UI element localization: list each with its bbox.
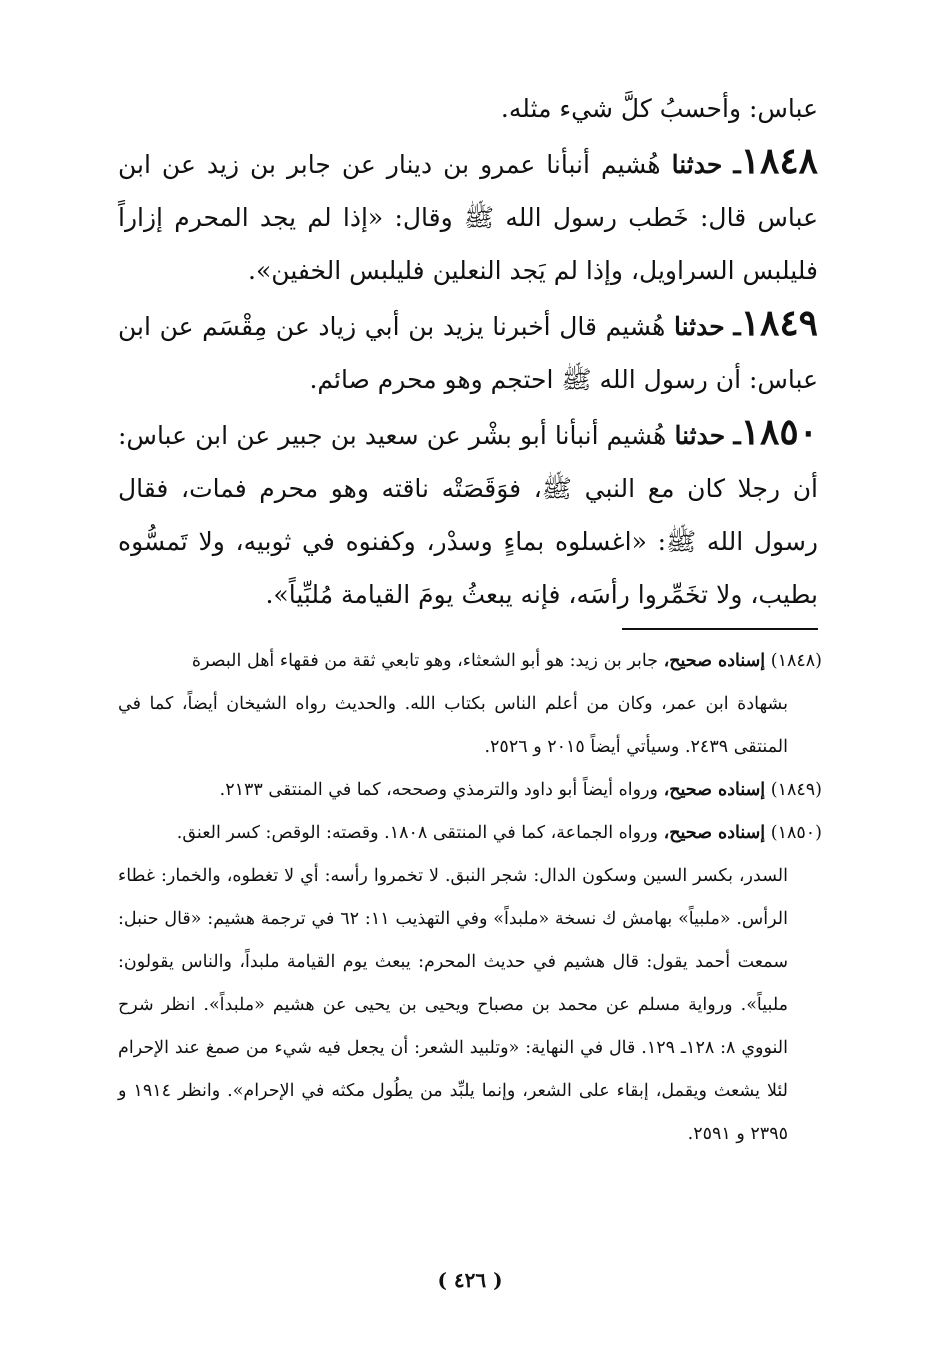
- hadith-1848: [118, 135, 818, 297]
- footnote-first-line: [118, 640, 822, 683]
- footnote-grading: إسناده صحيح،: [663, 780, 766, 800]
- footnote-continuation: السدر، بكسر السين وسكون الدال: شجر النبق. لا تخمروا رأسه: أي لا تغطوه، والخمار: غطاء الرأس. «ملبياً» بهامش ك نسخة «ملبداً» وفي التهذيب ١١: ٦٢ في ترجمة هشيم: «قال حنبل: سمعت أحمد يقول: قال هشيم في حديث المحرم: يبعث يوم القيامة ملبداً، والناس يقولون: ملبياً». ورواية مسلم عن محمد بن مصباح ويحيى بن يحيى عن هشيم «ملبداً». انظر شرح النووي ٨: ١٢٨ـ ١٢٩. قال في النهاية: «وتلبيد الشعر: أن يجعل فيه شيء من صمغ عند الإحرام لئلا يشعث ويقمل، إبقاء على الشعر، وإنما يلبِّد من يطُول مكثه في الإحرام». وانظر ١٩١٤ و ٢٣٩٥ و ٢٥٩١.: [118, 866, 789, 1144]
- footnote-grading: إسناده صحيح،: [663, 823, 766, 843]
- intro-line: عباس: وأحسبُ كلَّ شيء مثله.: [500, 94, 818, 123]
- hadith-1849: [118, 297, 818, 406]
- haddathana-word: حدثنا: [671, 150, 723, 179]
- footnote-1850: [118, 812, 822, 1156]
- footnote-number: (١٨٥٠): [770, 823, 822, 843]
- footnote-first-line: [118, 769, 822, 812]
- hadith-dash: ـ: [733, 421, 741, 450]
- haddathana-word: حدثنا: [673, 312, 725, 341]
- hadith-text: هُشيم أنبأنا عمرو بن دينار عن جابر بن زيد عن ابن عباس قال: خَطب رسول الله ﷺ وقال: «إذا لم يجد المحرم إزاراً فليلبس السراويل، وإذا لم يَجد النعلين فليلبس الخفين».: [118, 150, 818, 285]
- hadith-text: هُشيم قال أخبرنا يزيد بن أبي زياد عن مِقْسَم عن ابن عباس: أن رسول الله ﷺ احتجم وهو محرم صائم.: [118, 312, 818, 394]
- hadith-text: هُشيم أنبأنا أبو بشْر عن سعيد بن جبير عن ابن عباس: أن رجلا كان مع النبي ﷺ، فوَقَصَتْه ناقته وهو محرم فمات، فقال رسول الله ﷺ: «اغسلوه بماءٍ وسدْر، وكفنوه في ثوبيه، ولا تَمسُّوه بطيب، ولا تخَمِّروا رأسَه، فإنه يبعثُ يومَ القيامة مُلبِّياً».: [118, 421, 818, 609]
- page-number: ( ٤٢٦ ): [437, 1268, 503, 1292]
- main-text: [118, 82, 818, 621]
- footnote-number: (١٨٤٨): [770, 651, 822, 671]
- footnote-first-line: [118, 812, 822, 855]
- footnote-text: ورواه أيضاً أبو داود والترمذي وصححه، كما في المنتقى ٢١٣٣.: [219, 780, 658, 800]
- footnote-separator: [622, 628, 818, 630]
- haddathana-word: حدثنا: [674, 421, 726, 450]
- footnote-text: ورواه الجماعة، كما في المنتقى ١٨٠٨. وقصته: الوقص: كسر العنق.: [176, 823, 658, 843]
- hadith-1850: [118, 406, 818, 621]
- footnote-grading: إسناده صحيح،: [663, 651, 766, 671]
- footnote-1849: [118, 769, 822, 812]
- footnote-continuation: بشهادة ابن عمر، وكان من أعلم الناس بكتاب الله. والحديث رواه الشيخان أيضاً، كما في المنتقى ٢٤٣٩. وسيأتي أيضاً ٢٠١٥ و ٢٥٢٦.: [118, 694, 788, 757]
- footnote-number: (١٨٤٩): [770, 780, 822, 800]
- footnote-text: جابر بن زيد: هو أبو الشعثاء، وهو تابعي ثقة من فقهاء أهل البصرة: [191, 651, 658, 671]
- hadith-dash: ـ: [733, 150, 741, 179]
- hadith-number: ١٨٤٩: [740, 302, 818, 344]
- hadith-dash: ـ: [733, 312, 741, 341]
- hadith-number: ١٨٤٨: [740, 140, 818, 182]
- footnotes: [118, 640, 822, 1156]
- footnote-1848: [118, 640, 822, 769]
- hadith-number: ١٨٥٠: [740, 411, 819, 453]
